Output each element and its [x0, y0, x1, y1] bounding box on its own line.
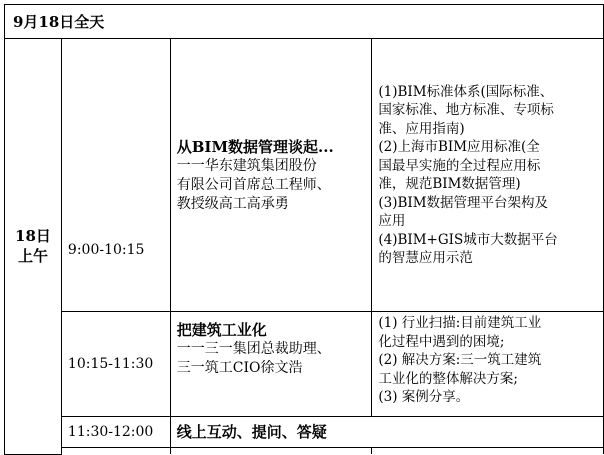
description-line: (1) 行业扫描:目前建筑工业 [378, 315, 542, 331]
description-line: 准，规范BIM数据管理) [378, 176, 521, 192]
next-row-stub [5, 448, 604, 455]
session-title: 从BIM数据管理谈起... [176, 137, 334, 156]
date-cell [5, 39, 62, 455]
description-line: (4)BIM+GIS城市大数据平台 [378, 231, 558, 248]
speaker-line: 有限公司首席总工程师、 [176, 176, 331, 193]
session-row-2 [5, 312, 604, 417]
speaker-line: 一一华东建筑集团股份 [176, 157, 317, 174]
description-line: (2)上海市BIM应用标准(全 [378, 139, 540, 155]
day-header-row [5, 5, 604, 39]
session-row-3 [5, 417, 604, 448]
speaker-line: 三一筑工CIO徐文浩 [176, 360, 303, 376]
session-title: 把建筑工业化 [176, 321, 267, 339]
description-line: (3)BIM数据管理平台架构及 [378, 194, 549, 211]
session-topic [170, 312, 372, 417]
description-line: 应用 [378, 213, 406, 229]
day-header: 9月18日全天 [5, 5, 604, 39]
session-title: 线上互动、提问、答疑 [170, 417, 603, 448]
session-time: 10:15-11:30 [61, 312, 170, 417]
description-line: 化过程中遇到的困境; [378, 333, 505, 350]
stub-cell [61, 448, 170, 455]
stub-cell [170, 448, 372, 455]
session-description [372, 39, 604, 312]
session-topic [170, 39, 372, 312]
agenda-table [4, 4, 604, 455]
description-line: 工业化的整体解决方案; [378, 370, 518, 387]
session-description [372, 312, 604, 417]
speaker-line: 一一三一集团总裁助理、 [176, 341, 331, 357]
date-day: 18日 [15, 227, 51, 246]
session-row-1 [5, 39, 604, 312]
description-line: (2) 解决方案:三一筑工建筑 [378, 352, 542, 368]
session-time: 9:00-10:15 [61, 39, 170, 312]
speaker-line: 教授级高工高承勇 [176, 195, 289, 212]
session-time: 11:30-12:00 [61, 417, 170, 448]
description-line: 准、应用指南) [378, 120, 465, 137]
description-line: 的智慧应用示范 [378, 250, 473, 266]
description-line: (3) 案例分享。 [378, 389, 470, 405]
stub-cell [372, 448, 604, 455]
description-line: 国家标准、地方标准、专项标 [378, 102, 554, 118]
description-line: (1)BIM标准体系(国际标准、 [378, 83, 554, 100]
description-line: 国最早实施的全过程应用标 [378, 157, 541, 174]
date-period: 上午 [17, 247, 48, 266]
